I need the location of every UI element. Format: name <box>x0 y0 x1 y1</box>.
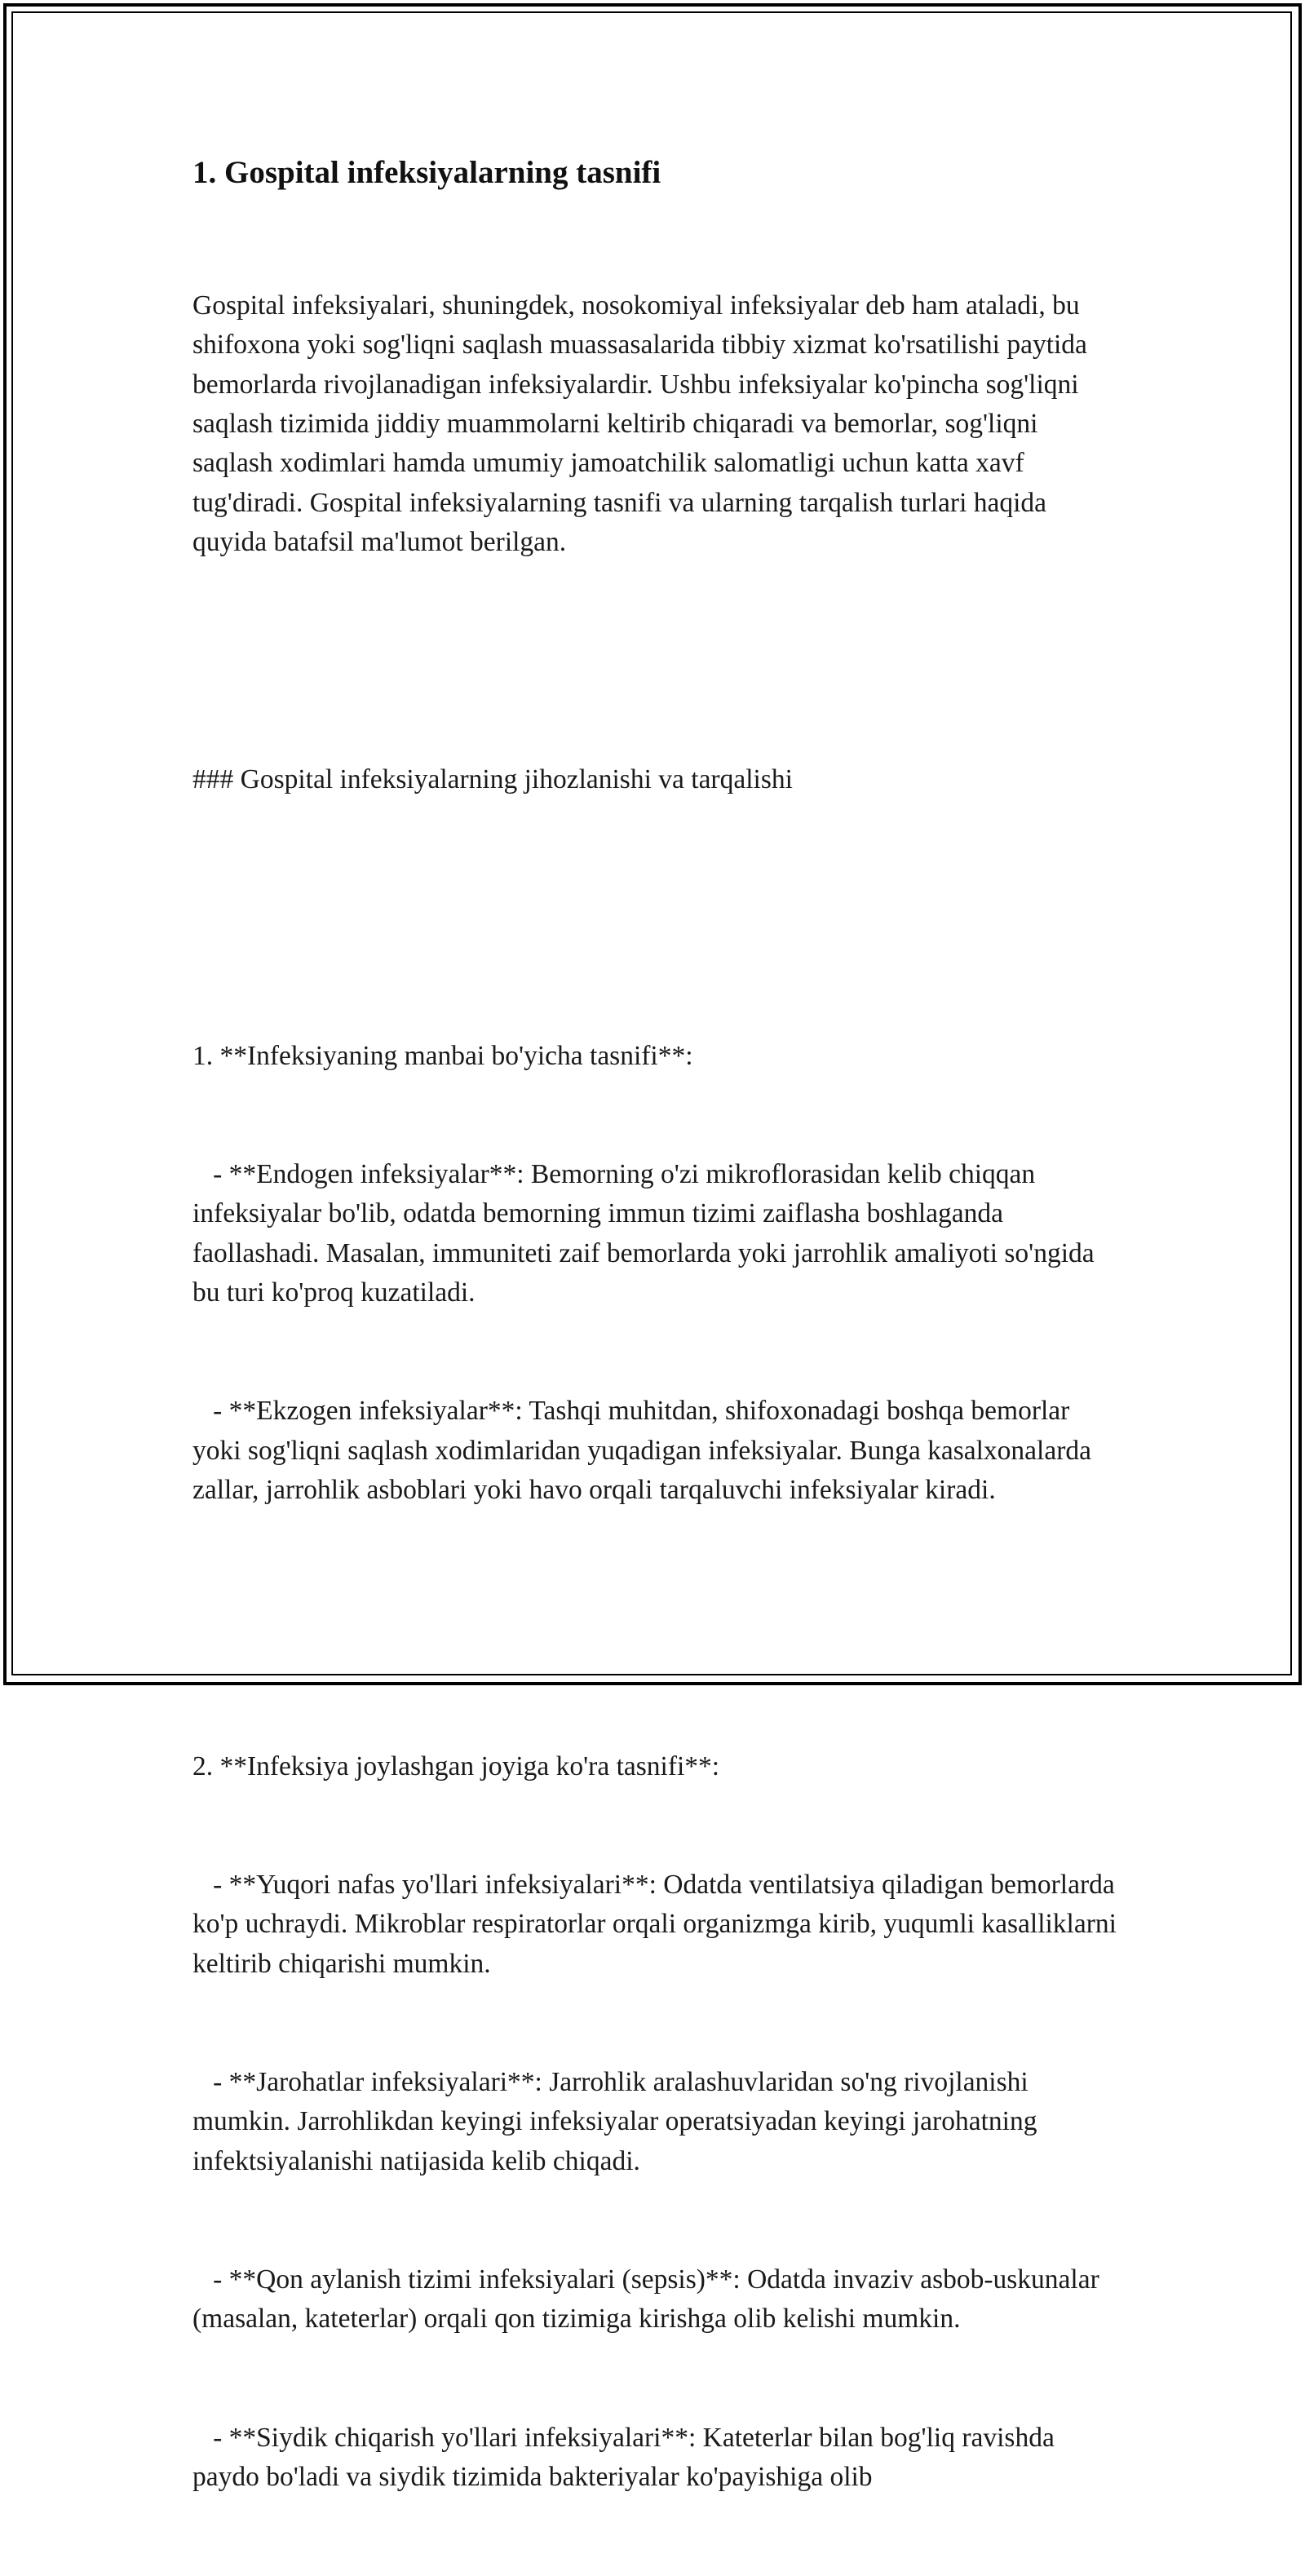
section-2-item-urinary: - **Siydik chiqarish yo'llari infeksiyalari**: Kateterlar bilan bog'liq ravishda paydo bo'ladi va siydik tizimida bakteriyalar ko'payishiga olib <box>192 2422 1062 2493</box>
section-2-title: 2. **Infeksiya joylashgan joyiga ko'ra tasnifi**: <box>192 1751 720 1782</box>
section-1-item-endogen: - **Endogen infeksiyalar**: Bemorning o'zi mikroflorasidan kelib chiqqan infeksiyalar bo'lib, odatda bemorning immun tizimi zaiflasha boshlaganda faollashadi. Masalan, immuniteti zaif bemorlarda yoki jarrohlik amaliyoti so'ngida bu turi ko'proq kuzatiladi. <box>192 1158 1102 1308</box>
document-content <box>192 148 1122 2576</box>
spacer <box>192 879 1122 918</box>
subheading: ### Gospital infeksiyalarning jihozlanishi va tarqalishi <box>192 764 793 794</box>
section-1-item-ekzogen: - **Ekzogen infeksiyalar**: Tashqi muhitdan, shifoxonadagi boshqa bemorlar yoki sog'liqni saqlash xodimlaridan yuqadigan infeksiyalar. Bunga kasalxonalarda zallar, jarrohlik asboblari yoki havo orqali tarqaluvchi infeksiyalar kiradi. <box>192 1396 1099 1505</box>
spacer <box>192 641 1122 680</box>
section-1-title: 1. **Infeksiyaning manbai bo'yicha tasnifi**: <box>192 1040 693 1071</box>
document-heading: 1. Gospital infeksiyalarning tasnifi <box>192 155 661 190</box>
spacer <box>192 1589 1122 1628</box>
intro-paragraph: Gospital infeksiyalari, shuningdek, nosokomiyal infeksiyalar deb ham ataladi, bu shifoxona yoki sog'liqni saqlash muassasalarida tibbiy xizmat ko'rsatilishi paytida bemorlarda rivojlanadigan infeksiyalardir. Ushbu infeksiyalar ko'pincha sog'liqni saqlash tizimida jiddiy muammolarni keltirib chiqaradi va bemorlar, sog'liqni saqlash xodimlari hamda umumiy jamoatchilik salomatligi uchun katta xavf tug'diradi. Gospital infeksiyalarning tasnifi va ularning tarqalish turlari haqida quyida batafsil ma'lumot berilgan. <box>192 290 1095 558</box>
document-body <box>192 207 1122 2576</box>
section-2-item-respiratory: - **Yuqori nafas yo'llari infeksiyalari**: Odatda ventilatsiya qiladigan bemorlarda ko'p uchraydi. Mikroblar respiratorlar orqali organizmga kirib, yuqumli kasalliklarni keltirib chiqarishi mumkin. <box>192 1870 1124 1979</box>
section-2-item-wound: - **Jarohatlar infeksiyalari**: Jarrohlik aralashuvlaridan so'ng rivojlanishi mumkin. Jarrohlikdan keyingi infeksiyalar operatsiyadan keyingi jarohatning infektsiyalanishi natijasida kelib chiqadi. <box>192 2067 1044 2176</box>
section-2-item-sepsis: - **Qon aylanish tizimi infeksiyalari (sepsis)**: Odatda invaziv asbob-uskunalar (masalan, kateterlar) orqali qon tizimiga kirishga olib kelishi mumkin. <box>192 2264 1107 2335</box>
